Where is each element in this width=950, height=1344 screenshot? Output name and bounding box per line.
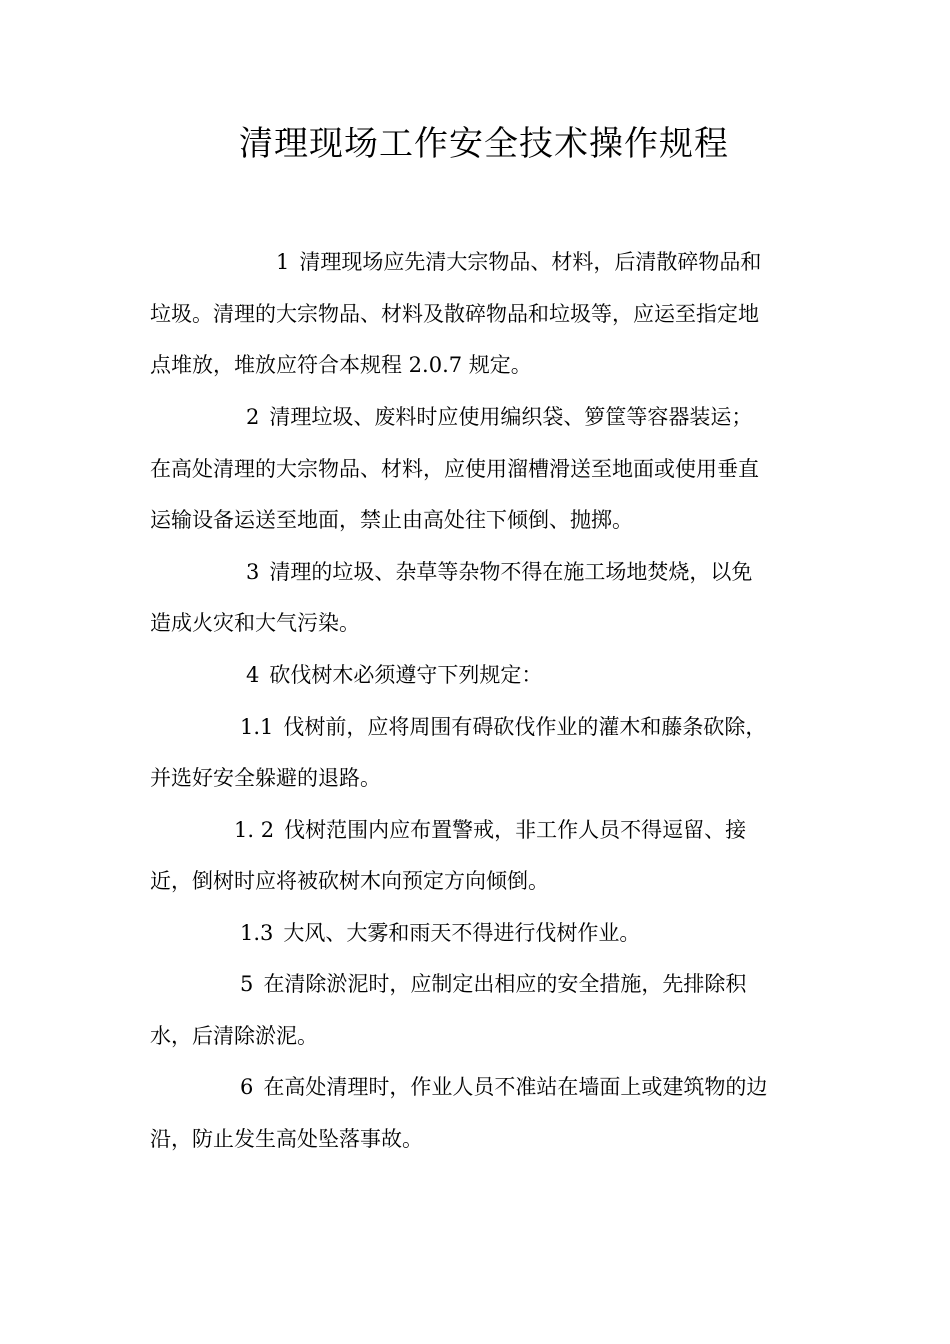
paragraph-number: 5 xyxy=(240,972,254,996)
paragraph-p2-line-1 xyxy=(150,402,752,432)
paragraph-text: 在高处清理的大宗物品、材料，应使用溜槽滑送至地面或使用垂直 xyxy=(150,457,759,481)
paragraph-p1-line-2 xyxy=(150,299,759,329)
paragraph-text: 运输设备运送至地面，禁止由高处往下倾倒、抛掷。 xyxy=(150,508,633,532)
paragraph-number: 1. 2 xyxy=(234,818,275,842)
paragraph-number: 4 xyxy=(246,663,260,687)
paragraph-text: 清理现场应先清大宗物品、材料，后清散碎物品和 xyxy=(299,250,762,274)
paragraph-text: 清理的垃圾、杂草等杂物不得在施工场地焚烧，以免 xyxy=(269,560,753,584)
paragraph-text: 垃圾。清理的大宗物品、材料及散碎物品和垃圾等，应运至指定地 xyxy=(150,302,759,326)
paragraph-p4-2-line-2 xyxy=(150,866,549,896)
paragraph-p4-2-line-1 xyxy=(150,815,746,845)
paragraph-p1-line-3 xyxy=(150,350,532,380)
paragraph-number: 2 xyxy=(246,405,260,429)
paragraph-text: 造成火灾和大气污染。 xyxy=(150,611,360,635)
paragraph-p4-line-1 xyxy=(150,660,542,690)
document-title: 清理现场工作安全技术操作规程 xyxy=(239,124,729,164)
paragraph-text: 伐树前，应将周围有碍砍伐作业的灌木和藤条砍除， xyxy=(283,715,767,739)
paragraph-p6-line-1 xyxy=(150,1072,767,1102)
paragraph-p1-line-1 xyxy=(150,247,761,277)
paragraph-text: 大风、大雾和雨天不得进行伐树作业。 xyxy=(283,921,641,945)
paragraph-text: 沿，防止发生高处坠落事故。 xyxy=(150,1127,423,1151)
paragraph-text: 伐树范围内应布置警戒，非工作人员不得逗留、接 xyxy=(284,818,747,842)
paragraph-p4-3-line-1 xyxy=(150,918,640,948)
paragraph-p2-line-2 xyxy=(150,454,759,484)
paragraph-p4-1-line-1 xyxy=(150,712,766,742)
paragraph-text: 并选好安全躲避的退路。 xyxy=(150,766,381,790)
paragraph-p2-line-3 xyxy=(150,505,633,535)
paragraph-number: 3 xyxy=(246,560,260,584)
paragraph-text: 清理垃圾、废料时应使用编织袋、箩筐等容器装运； xyxy=(269,405,753,429)
paragraph-text: 在高处清理时，作业人员不准站在墙面上或建筑物的边 xyxy=(263,1075,768,1099)
paragraph-text: 在清除淤泥时，应制定出相应的安全措施，先排除积 xyxy=(263,972,747,996)
paragraph-text: 点堆放，堆放应符合本规程 2.0.7 规定。 xyxy=(150,353,532,377)
paragraph-p3-line-2 xyxy=(150,608,360,638)
paragraph-text: 近，倒树时应将被砍树木向预定方向倾倒。 xyxy=(150,869,549,893)
paragraph-p3-line-1 xyxy=(150,557,752,587)
paragraph-text: 砍伐树木必须遵守下列规定： xyxy=(269,663,543,687)
paragraph-number: 1.3 xyxy=(240,921,274,945)
paragraph-number: 6 xyxy=(240,1075,254,1099)
paragraph-number: 1.1 xyxy=(240,715,274,739)
paragraph-p4-1-line-2 xyxy=(150,763,381,793)
paragraph-text: 水，后清除淤泥。 xyxy=(150,1024,318,1048)
paragraph-p5-line-1 xyxy=(150,969,746,999)
paragraph-number: 1 xyxy=(276,250,290,274)
paragraph-p6-line-2 xyxy=(150,1124,423,1154)
paragraph-p5-line-2 xyxy=(150,1021,318,1051)
